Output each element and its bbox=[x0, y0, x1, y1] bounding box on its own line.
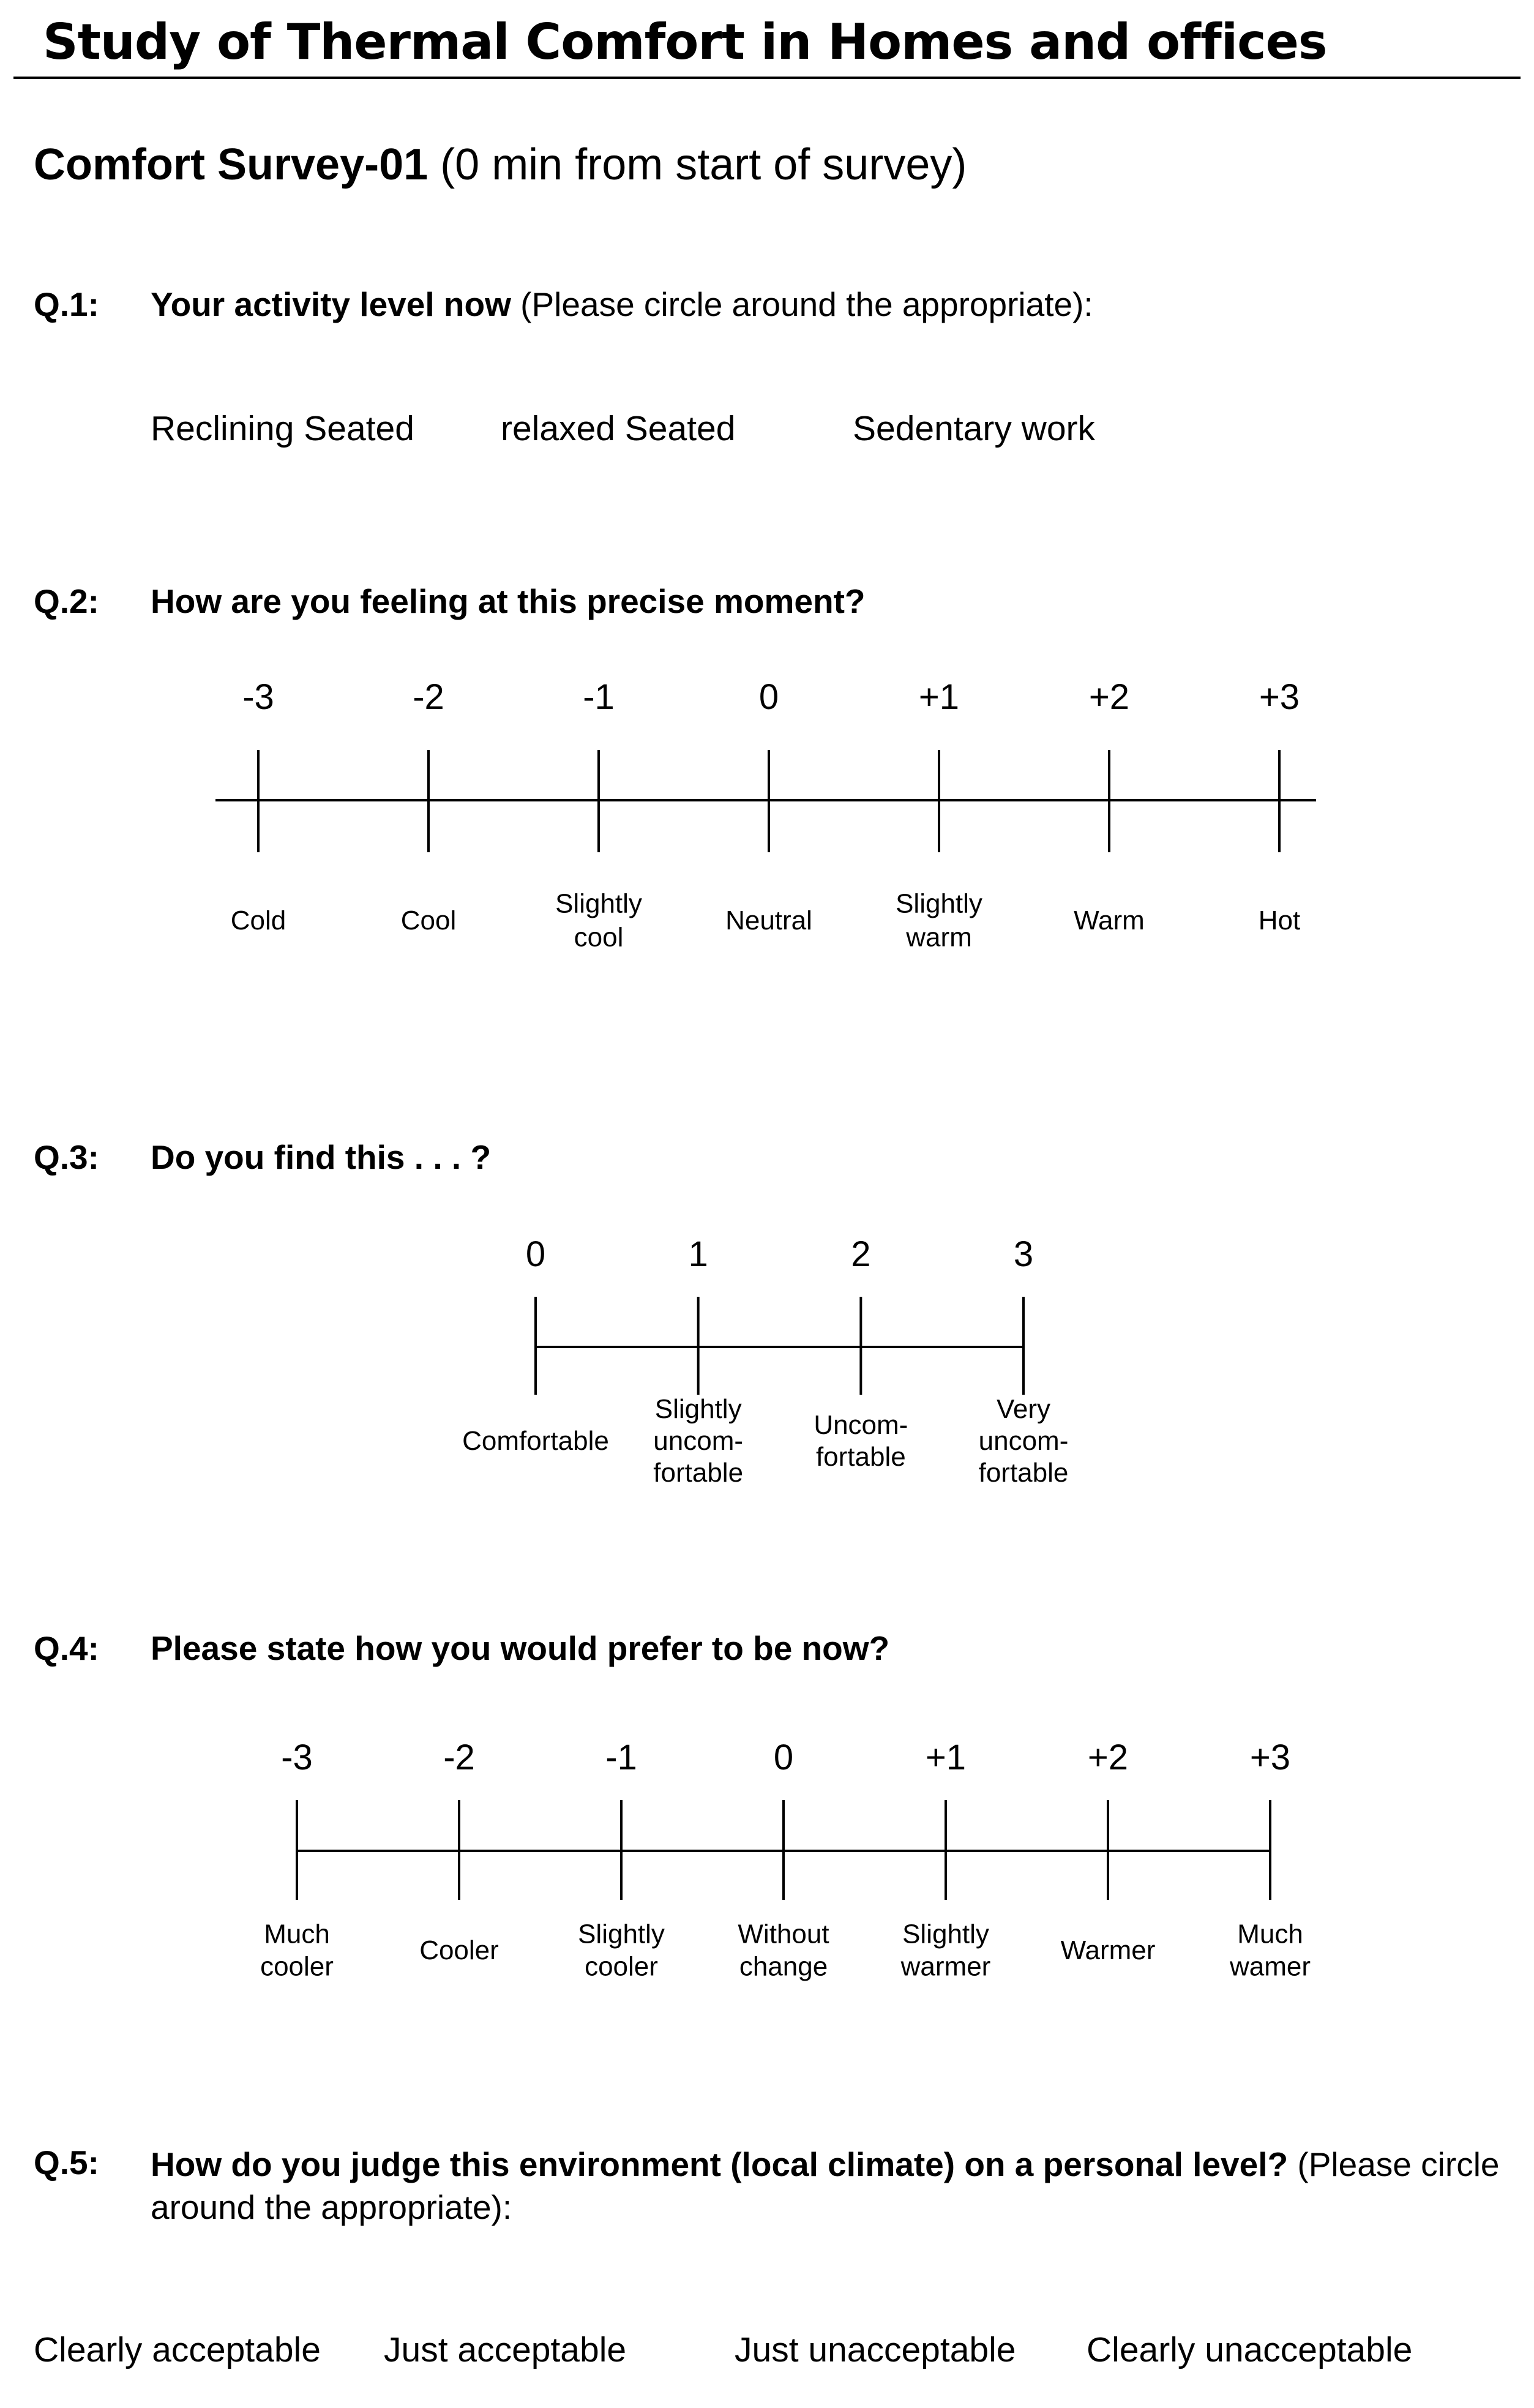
q2-question bbox=[151, 582, 866, 621]
q2-scale-label: Slightly bbox=[896, 888, 982, 919]
q4-number: Q.4: bbox=[34, 1629, 99, 1667]
q3-scale-label: fortable bbox=[815, 1442, 906, 1472]
q2-scale-value: +1 bbox=[918, 677, 960, 717]
q2-scale-label: cool bbox=[574, 922, 624, 953]
q3-number: Q.3: bbox=[34, 1138, 99, 1176]
q4-question-bold: Please state how you would prefer to be now? bbox=[151, 1629, 890, 1667]
q2-scale-value: +3 bbox=[1259, 677, 1300, 717]
q5-question-bold: How do you judge this environment (local climate) on a personal level? bbox=[151, 2145, 1289, 2183]
q4-scale-label: Much bbox=[1237, 1919, 1303, 1949]
q3-scale-value: 2 bbox=[851, 1234, 871, 1274]
survey-title-rest: (0 min from start of survey) bbox=[428, 140, 967, 189]
q4-scale-value: -1 bbox=[605, 1738, 637, 1777]
q4-scale-label: Without bbox=[738, 1919, 829, 1949]
header-divider bbox=[13, 77, 1521, 79]
q4-scale-label: cooler bbox=[260, 1951, 334, 1982]
q2-scale-value: -2 bbox=[413, 677, 444, 717]
q1-number: Q.1: bbox=[34, 285, 99, 323]
q5-number: Q.5: bbox=[34, 2144, 99, 2181]
q5-question-rest: (Please circle around the appropriate): bbox=[151, 2145, 1500, 2226]
q4-scale-label: Slightly bbox=[902, 1919, 989, 1949]
q2-scale-value: -3 bbox=[242, 677, 274, 717]
q2-scale-value: 0 bbox=[758, 677, 779, 717]
q4-scale-label: Cooler bbox=[419, 1935, 499, 1965]
q4-scale-label: change bbox=[739, 1951, 828, 1982]
q1-question-rest: (Please circle around the appropriate): bbox=[511, 285, 1093, 323]
q3-question bbox=[151, 1138, 491, 1177]
q3-question-bold: Do you find this . . . ? bbox=[151, 1138, 492, 1176]
q2-scale-label: Neutral bbox=[725, 906, 812, 936]
q2-number: Q.2: bbox=[34, 582, 99, 620]
q4-question bbox=[151, 1629, 889, 1668]
survey-title-bold: Comfort Survey-01 bbox=[34, 140, 428, 189]
q3-scale-label: Comfortable bbox=[462, 1426, 609, 1456]
q4-scale-label: warmer bbox=[900, 1951, 991, 1982]
q5-option-clearly-acceptable[interactable]: Clearly acceptable bbox=[34, 2330, 321, 2369]
q3-scale-value: 0 bbox=[525, 1234, 546, 1274]
q1-question-bold: Your activity level now bbox=[151, 285, 511, 323]
q3-scale-value: 3 bbox=[1013, 1234, 1034, 1274]
q2-scale-label: Warm bbox=[1074, 906, 1145, 936]
q2-scale-label: warm bbox=[906, 922, 972, 953]
q3-scale-label: uncom- bbox=[978, 1426, 1069, 1456]
q2-scale-label: Hot bbox=[1258, 906, 1301, 936]
document-title: Study of Thermal Comfort in Homes and offices bbox=[43, 13, 1327, 70]
q5-option-just-acceptable[interactable]: Just acceptable bbox=[384, 2330, 627, 2369]
q2-question-bold: How are you feeling at this precise moment? bbox=[151, 582, 866, 620]
q3-scale-label: Very bbox=[996, 1394, 1051, 1424]
q4-scale-value: +1 bbox=[925, 1738, 967, 1777]
q4-scale-value: +2 bbox=[1087, 1738, 1129, 1777]
q3-scale-label: fortable bbox=[978, 1458, 1069, 1488]
q2-scale-value: -1 bbox=[583, 677, 615, 717]
q3-scale-value: 1 bbox=[688, 1234, 708, 1274]
q3-scale-label: fortable bbox=[653, 1458, 744, 1488]
q5-option-clearly-unacceptable[interactable]: Clearly unacceptable bbox=[1087, 2330, 1413, 2369]
q4-scale-value: -2 bbox=[443, 1738, 475, 1777]
q2-scale-label: Cold bbox=[230, 906, 286, 936]
q2-scale-label: Cool bbox=[400, 906, 457, 936]
q1-option-reclining-seated[interactable]: Reclining Seated bbox=[151, 409, 414, 448]
q1-question bbox=[151, 285, 1093, 324]
q1-option-relaxed-seated[interactable]: relaxed Seated bbox=[501, 409, 736, 448]
q3-scale-label: uncom- bbox=[653, 1426, 744, 1456]
q4-scale-label: cooler bbox=[585, 1951, 658, 1982]
q5-question bbox=[151, 2143, 1510, 2229]
q4-scale-label: Warmer bbox=[1060, 1935, 1156, 1965]
survey-title bbox=[34, 140, 967, 190]
q5-option-just-unacceptable[interactable]: Just unacceptable bbox=[735, 2330, 1016, 2369]
q4-scale-value: -3 bbox=[281, 1738, 313, 1777]
q3-scale-label: Slightly bbox=[654, 1394, 742, 1424]
q4-scale-label: Slightly bbox=[578, 1919, 665, 1949]
q2-scale-value: +2 bbox=[1088, 677, 1130, 717]
q4-scale-label: wamer bbox=[1229, 1951, 1311, 1982]
q4-scale-value: 0 bbox=[773, 1738, 794, 1777]
q4-scale-label: Much bbox=[264, 1919, 330, 1949]
q2-scale-label: Slightly bbox=[555, 888, 642, 919]
q4-scale-value: +3 bbox=[1249, 1738, 1291, 1777]
q1-option-sedentary-work[interactable]: Sedentary work bbox=[853, 409, 1096, 448]
q3-scale-label: Uncom- bbox=[814, 1410, 908, 1440]
